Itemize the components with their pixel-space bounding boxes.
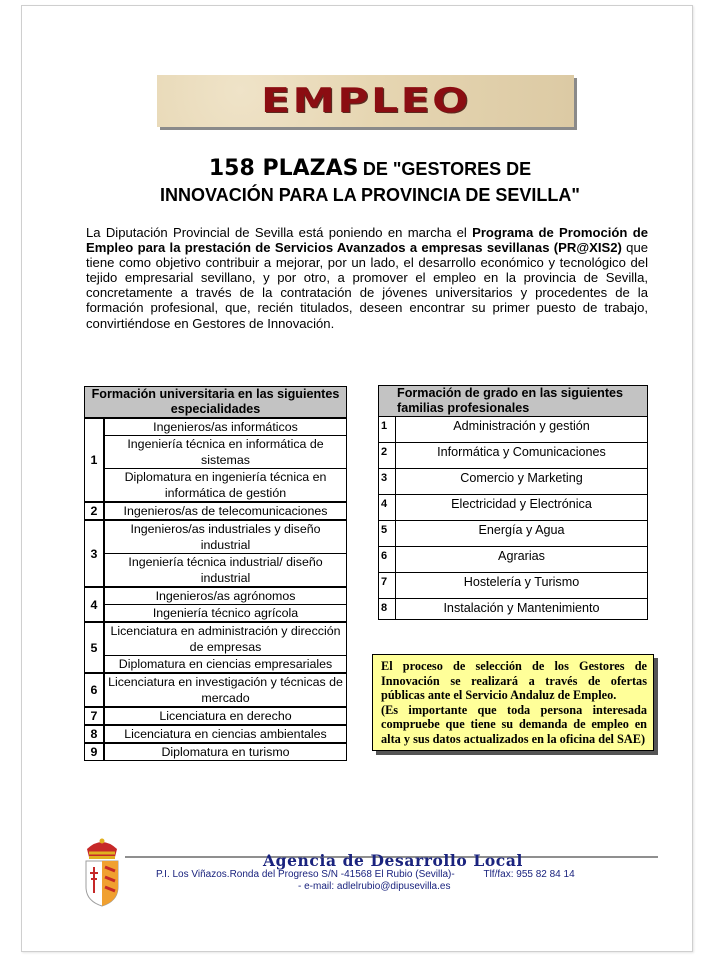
- group-number: 2: [85, 502, 105, 520]
- notice-paragraph-1: El proceso de selección de los Gestores de Innovación se realizará a través de ofertas públicas ante el Servicio Andaluz de Empleo.: [381, 659, 647, 702]
- table-row: [85, 673, 347, 707]
- footer: [78, 835, 668, 915]
- banner-title: EMPLEO: [260, 81, 471, 121]
- table-row: [85, 436, 347, 469]
- table-row: [85, 622, 347, 656]
- table-row: [85, 725, 347, 743]
- email-text: - e-mail: adlelrubio@dipusevilla.es: [298, 881, 451, 892]
- table-row: [85, 605, 347, 623]
- specialty-cell: Licenciatura en derecho: [104, 707, 347, 725]
- notice-paragraph-2: (Es importante que toda persona interesada compruebe que tiene su demanda de empleo en alta y sus datos actualizados en la oficina del SAE): [381, 702, 647, 746]
- group-number: 5: [85, 622, 105, 673]
- row-number: 8: [379, 599, 396, 620]
- specialty-cell: Licenciatura en ciencias ambientales: [104, 725, 347, 743]
- specialty-cell: Diplomatura en ciencias empresariales: [104, 656, 347, 674]
- professional-table: [378, 385, 648, 620]
- table-row: [379, 521, 648, 547]
- table-row: [85, 418, 347, 436]
- table-row: [85, 554, 347, 588]
- agency-address: [156, 869, 575, 880]
- intro-text-2: que tiene como objetivo contribuir a mejorar, por un lado, el desarrollo económico y tecnológico del tejido empresarial sevillano, y por otro, a promover el empleo en la provincia de Sevilla, concretamente a través de la contratación de jóvenes universitarios y procedentes de la formación profesional, que, recién titulados, deseen encontrar su primer puesto de trabajo, convirtiéndose en Gestores de Innovación.: [86, 240, 649, 331]
- specialty-cell: Licenciatura en administración y dirección de empresas: [104, 622, 347, 656]
- table-row: [379, 547, 648, 573]
- headline-line-1: [80, 157, 660, 183]
- table-row: [85, 707, 347, 725]
- table-row: [85, 520, 347, 554]
- row-number: 3: [379, 469, 396, 495]
- specialty-cell: Ingeniería técnica industrial/ diseño industrial: [104, 554, 347, 588]
- headline-plazas: 158 PLAZAS: [208, 156, 359, 181]
- table-row: [85, 743, 347, 761]
- headline: [80, 157, 660, 207]
- specialty-cell: Ingeniería técnico agrícola: [104, 605, 347, 623]
- row-number: 7: [379, 573, 396, 599]
- group-number: 9: [85, 743, 105, 761]
- table-row: [379, 417, 648, 443]
- intro-program-name: Programa de Promoción de Empleo para la prestación de Servicios Avanzados a empresas sevillanas (PR@XIS2): [86, 225, 648, 256]
- specialty-cell: Ingeniería técnica en informática de sistemas: [104, 436, 347, 469]
- group-number: 4: [85, 587, 105, 622]
- specialty-cell: Ingenieros/as industriales y diseño industrial: [104, 520, 347, 554]
- family-cell: Electricidad y Electrónica: [396, 495, 648, 521]
- family-cell: Informática y Comunicaciones: [396, 443, 648, 469]
- group-number: 6: [85, 673, 105, 707]
- table-row: [379, 495, 648, 521]
- row-number: 1: [379, 417, 396, 443]
- row-number: 5: [379, 521, 396, 547]
- table-row: [85, 587, 347, 605]
- row-number: 6: [379, 547, 396, 573]
- headline-line-2: INNOVACIÓN PARA LA PROVINCIA DE SEVILLA": [160, 185, 580, 205]
- group-number: 3: [85, 520, 105, 587]
- row-number: 2: [379, 443, 396, 469]
- specialty-cell: Ingenieros/as informáticos: [104, 418, 347, 436]
- table-row: [379, 573, 648, 599]
- family-cell: Hostelería y Turismo: [396, 573, 648, 599]
- intro-text-1: La Diputación Provincial de Sevilla está poniendo en marcha el: [86, 225, 473, 240]
- university-table-header: Formación universitaria en las siguientes especialidades: [85, 387, 347, 419]
- family-cell: Instalación y Mantenimiento: [396, 599, 648, 620]
- group-number: 7: [85, 707, 105, 725]
- specialty-cell: Licenciatura en investigación y técnicas de mercado: [104, 673, 347, 707]
- family-cell: Energía y Agua: [396, 521, 648, 547]
- row-number: 4: [379, 495, 396, 521]
- specialty-cell: Diplomatura en ingeniería técnica en informática de gestión: [104, 469, 347, 503]
- table-row: [85, 469, 347, 503]
- intro-paragraph: [86, 225, 648, 331]
- headline-line1-rest: DE "GESTORES DE: [362, 159, 532, 179]
- university-table: [84, 386, 347, 761]
- table-row: [85, 656, 347, 674]
- coat-of-arms-icon: [81, 835, 123, 907]
- family-cell: Comercio y Marketing: [396, 469, 648, 495]
- table-row: [379, 443, 648, 469]
- table-row: [379, 599, 648, 620]
- table-row: [379, 469, 648, 495]
- family-cell: Agrarias: [396, 547, 648, 573]
- specialty-cell: Diplomatura en turismo: [104, 743, 347, 761]
- table-row: [85, 502, 347, 520]
- professional-table-header: Formación de grado en las siguientes familias profesionales: [379, 386, 648, 417]
- specialty-cell: Ingenieros/as agrónomos: [104, 587, 347, 605]
- group-number: 1: [85, 418, 105, 502]
- specialty-cell: Ingenieros/as de telecomunicaciones: [104, 502, 347, 520]
- agency-name: Agencia de Desarrollo Local: [263, 851, 523, 870]
- address-text: P.I. Los Viñazos.Ronda del Progreso S/N -41568 El Rubio (Sevilla)-: [156, 869, 455, 880]
- empleo-banner: [157, 75, 574, 127]
- selection-notice: [372, 654, 654, 751]
- family-cell: Administración y gestión: [396, 417, 648, 443]
- group-number: 8: [85, 725, 105, 743]
- phone-text: Tlf/fax: 955 82 84 14: [483, 869, 575, 880]
